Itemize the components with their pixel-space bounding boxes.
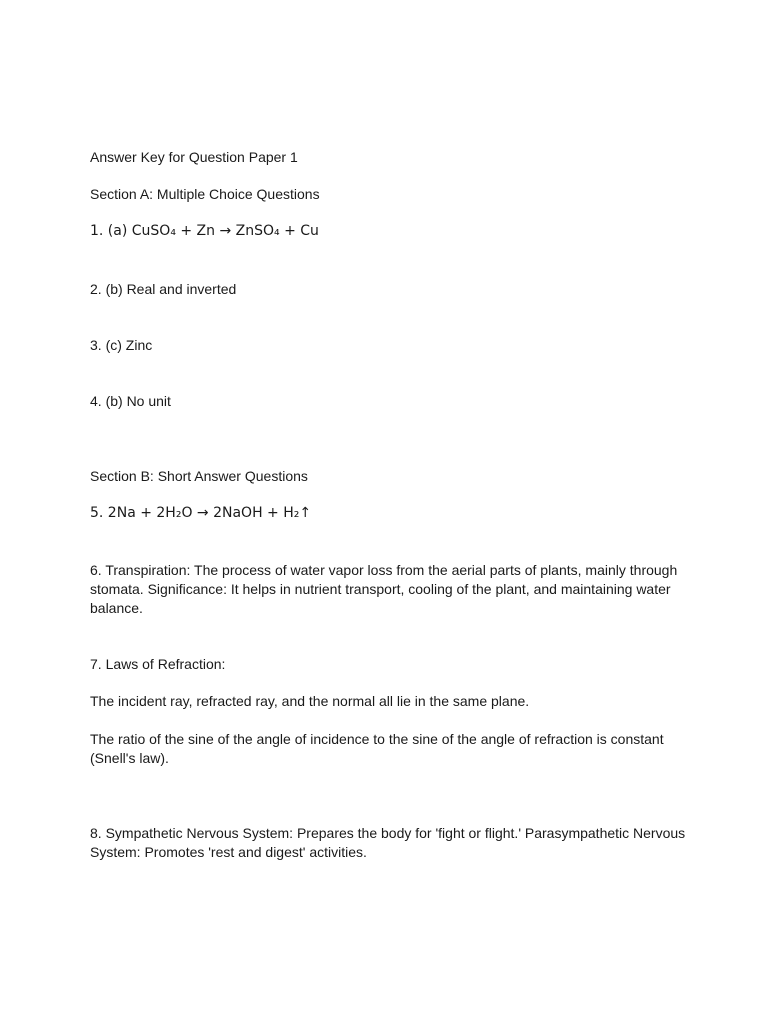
document-title: Answer Key for Question Paper 1 — [90, 149, 298, 165]
answer-6: 6. Transpiration: The process of water vapor loss from the aerial parts of plants, mainly through stomata. Significance: It helps in nutrient transport, cooling of the plant, and maintaining water balance. — [90, 562, 678, 616]
answer-5: 5. 2Na + 2H₂O → 2NaOH + H₂↑ — [90, 505, 312, 521]
answer-7-heading: 7. Laws of Refraction: — [90, 656, 226, 672]
section-a-heading: Section A: Multiple Choice Questions — [90, 186, 320, 202]
answer-8: 8. Sympathetic Nervous System: Prepares the body for 'fight or flight.' Parasympathetic Nervous System: Promotes 'rest and digest' activities. — [90, 825, 686, 860]
answer-2: 2. (b) Real and inverted — [90, 281, 237, 297]
refraction-law-1: The incident ray, refracted ray, and the normal all lie in the same plane. — [90, 693, 530, 709]
answer-4: 4. (b) No unit — [90, 393, 171, 409]
answer-3: 3. (c) Zinc — [90, 337, 153, 353]
answer-1: 1. (a) CuSO₄ + Zn → ZnSO₄ + Cu — [90, 223, 319, 239]
section-b-heading: Section B: Short Answer Questions — [90, 468, 308, 484]
refraction-law-2: The ratio of the sine of the angle of incidence to the sine of the angle of refraction is constant (Snell's law). — [90, 731, 664, 766]
